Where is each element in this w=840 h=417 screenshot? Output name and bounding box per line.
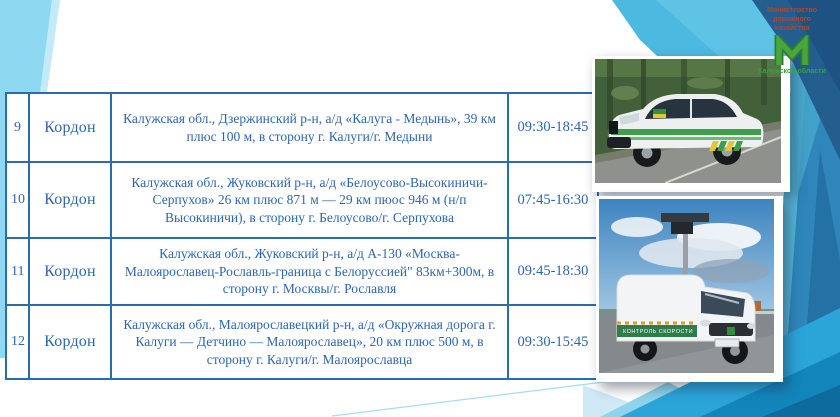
- ministry-logo: [746, 7, 838, 75]
- table-row: [6, 238, 598, 305]
- speed-van-illustration: [599, 199, 774, 373]
- time-range: 09:30-18:45: [508, 93, 598, 162]
- location-text: Калужская обл., Жуковский р-н, а/д «Белоусово-Высокиничи- Серпухов» 26 км плюс 871 м — 29 км пюос 946 м (н/п Высокиничи), в сторону г. Белоусово/г. Серпухова: [111, 162, 508, 238]
- table-row: [6, 305, 598, 379]
- cordon-type: Кордон: [29, 162, 111, 238]
- time-range: 09:45-18:30: [508, 238, 598, 305]
- cordon-type: Кордон: [29, 238, 111, 305]
- row-number: 9: [6, 93, 29, 162]
- table-row: [6, 93, 598, 162]
- van-side-label: КОНТРОЛЬ СКОРОСТИ: [623, 329, 694, 335]
- table-row: [6, 162, 598, 238]
- row-number: 12: [6, 305, 29, 379]
- location-text: Калужская обл., Жуковский р-н, а/д А-130 «Москва-Малоярославец-Рославль-граница с Белоруссией" 83км+300м, в сторону г. Москвы/г. Рославля: [111, 238, 508, 305]
- cordon-type: Кордон: [29, 305, 111, 379]
- region-name-label: Калужской области: [758, 68, 826, 76]
- cordon-schedule-table: [5, 92, 599, 380]
- time-range: 07:45-16:30: [508, 162, 598, 238]
- speed-control-van-photo: [596, 196, 783, 382]
- ministry-m-monogram-icon: [773, 35, 811, 67]
- patrol-car-photo: [592, 56, 790, 192]
- row-number: 11: [6, 238, 29, 305]
- row-number: 10: [6, 162, 29, 238]
- ministry-name-label: Министерство дорожного хозяйства: [767, 7, 817, 32]
- cordon-type: Кордон: [29, 93, 111, 162]
- patrol-car-illustration: [595, 59, 781, 183]
- location-text: Калужская обл., Малоярославецкий р-н, а/д «Окружная дорога г. Калуги — Детчино — Малоярославец», 20 км плюс 500 м, в сторону г. Калуги/г. Малоярославца: [111, 305, 508, 379]
- location-text: Калужская обл., Дзержинский р-н, а/д «Калуга - Медынь», 39 км плюс 100 м, в сторону г. Калуги/г. Медыни: [111, 93, 508, 162]
- time-range: 09:30-15:45: [508, 305, 598, 379]
